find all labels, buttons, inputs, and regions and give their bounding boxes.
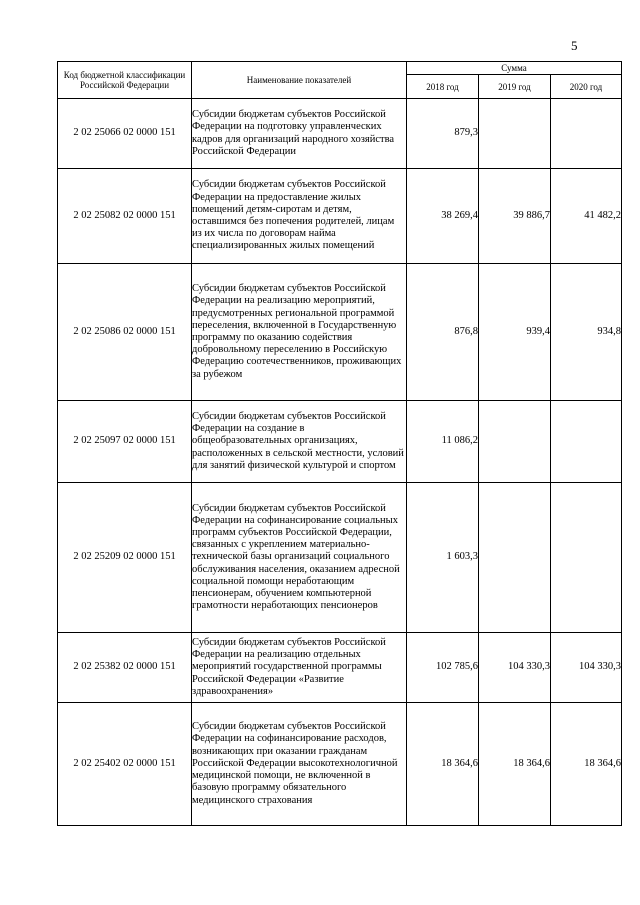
- row-value-2019: 939,4: [479, 264, 551, 401]
- row-code: 2 02 25086 02 0000 151: [58, 264, 192, 401]
- header-row-top: [58, 62, 622, 75]
- row-value-2018: 18 364,6: [407, 703, 479, 826]
- row-code: 2 02 25402 02 0000 151: [58, 703, 192, 826]
- row-value-2020: [551, 401, 622, 483]
- table-row: [58, 401, 622, 483]
- row-value-2018: 876,8: [407, 264, 479, 401]
- page-number: 5: [571, 38, 578, 53]
- row-value-2019: 39 886,7: [479, 169, 551, 264]
- table-row: [58, 264, 622, 401]
- row-value-2018: 879,3: [407, 99, 479, 169]
- row-value-2019: [479, 99, 551, 169]
- row-value-2019: [479, 483, 551, 633]
- row-name: Субсидии бюджетам субъектов Российской Федерации на реализацию отдельных мероприятий государственной программы Российской Федерации «Развитие здравоохранения»: [192, 633, 407, 703]
- row-code: 2 02 25066 02 0000 151: [58, 99, 192, 169]
- header-year-2018: 2018 год: [407, 75, 479, 99]
- row-value-2020: 104 330,3: [551, 633, 622, 703]
- row-name: Субсидии бюджетам субъектов Российской Федерации на софинансирование расходов, возникающих при оказании гражданам Российской Федерации высокотехнологичной медицинской помощи, не включенной в базовую программу обязательного медицинского страхования: [192, 703, 407, 826]
- row-value-2019: 104 330,3: [479, 633, 551, 703]
- table-row: [58, 703, 622, 826]
- row-value-2018: 38 269,4: [407, 169, 479, 264]
- header-code: Код бюджетной классификации Российской Федерации: [58, 62, 192, 99]
- row-code: 2 02 25082 02 0000 151: [58, 169, 192, 264]
- row-value-2019: [479, 401, 551, 483]
- row-value-2020: [551, 99, 622, 169]
- header-year-2019: 2019 год: [479, 75, 551, 99]
- row-value-2019: 18 364,6: [479, 703, 551, 826]
- table-row: [58, 169, 622, 264]
- row-name: Субсидии бюджетам субъектов Российской Федерации на софинансирование социальных программ субъектов Российской Федерации, связанных с укреплением материально-технической базы организаций социального обслуживания населения, оказанием адресной социальной помощи неработающим пенсионерам, обучением компьютерной грамотности неработающих пенсионеров: [192, 483, 407, 633]
- row-value-2018: 11 086,2: [407, 401, 479, 483]
- row-name: Субсидии бюджетам субъектов Российской Федерации на реализацию мероприятий, предусмотренных региональной программой переселения, включенной в Государственную программу по оказанию содействия добровольному переселению в Российскую Федерацию соотечественников, проживающих за рубежом: [192, 264, 407, 401]
- table-row: [58, 483, 622, 633]
- row-code: 2 02 25097 02 0000 151: [58, 401, 192, 483]
- header-year-2020: 2020 год: [551, 75, 622, 99]
- row-name: Субсидии бюджетам субъектов Российской Федерации на подготовку управленческих кадров для организаций народного хозяйства Российской Федерации: [192, 99, 407, 169]
- row-value-2020: 41 482,2: [551, 169, 622, 264]
- header-sum: Сумма: [407, 62, 622, 75]
- row-value-2020: 18 364,6: [551, 703, 622, 826]
- row-value-2018: 102 785,6: [407, 633, 479, 703]
- row-code: 2 02 25382 02 0000 151: [58, 633, 192, 703]
- row-value-2018: 1 603,3: [407, 483, 479, 633]
- row-name: Субсидии бюджетам субъектов Российской Федерации на предоставление жилых помещений детям-сиротам и детям, оставшимся без попечения родителей, лицам из их числа по договорам найма специализированных жилых помещений: [192, 169, 407, 264]
- table-row: [58, 633, 622, 703]
- budget-table: [57, 61, 622, 826]
- row-value-2020: [551, 483, 622, 633]
- table-row: [58, 99, 622, 169]
- row-name: Субсидии бюджетам субъектов Российской Федерации на создание в общеобразовательных организациях, расположенных в сельской местности, условий для занятий физической культурой и спортом: [192, 401, 407, 483]
- header-name: Наименование показателей: [192, 62, 407, 99]
- row-value-2020: 934,8: [551, 264, 622, 401]
- row-code: 2 02 25209 02 0000 151: [58, 483, 192, 633]
